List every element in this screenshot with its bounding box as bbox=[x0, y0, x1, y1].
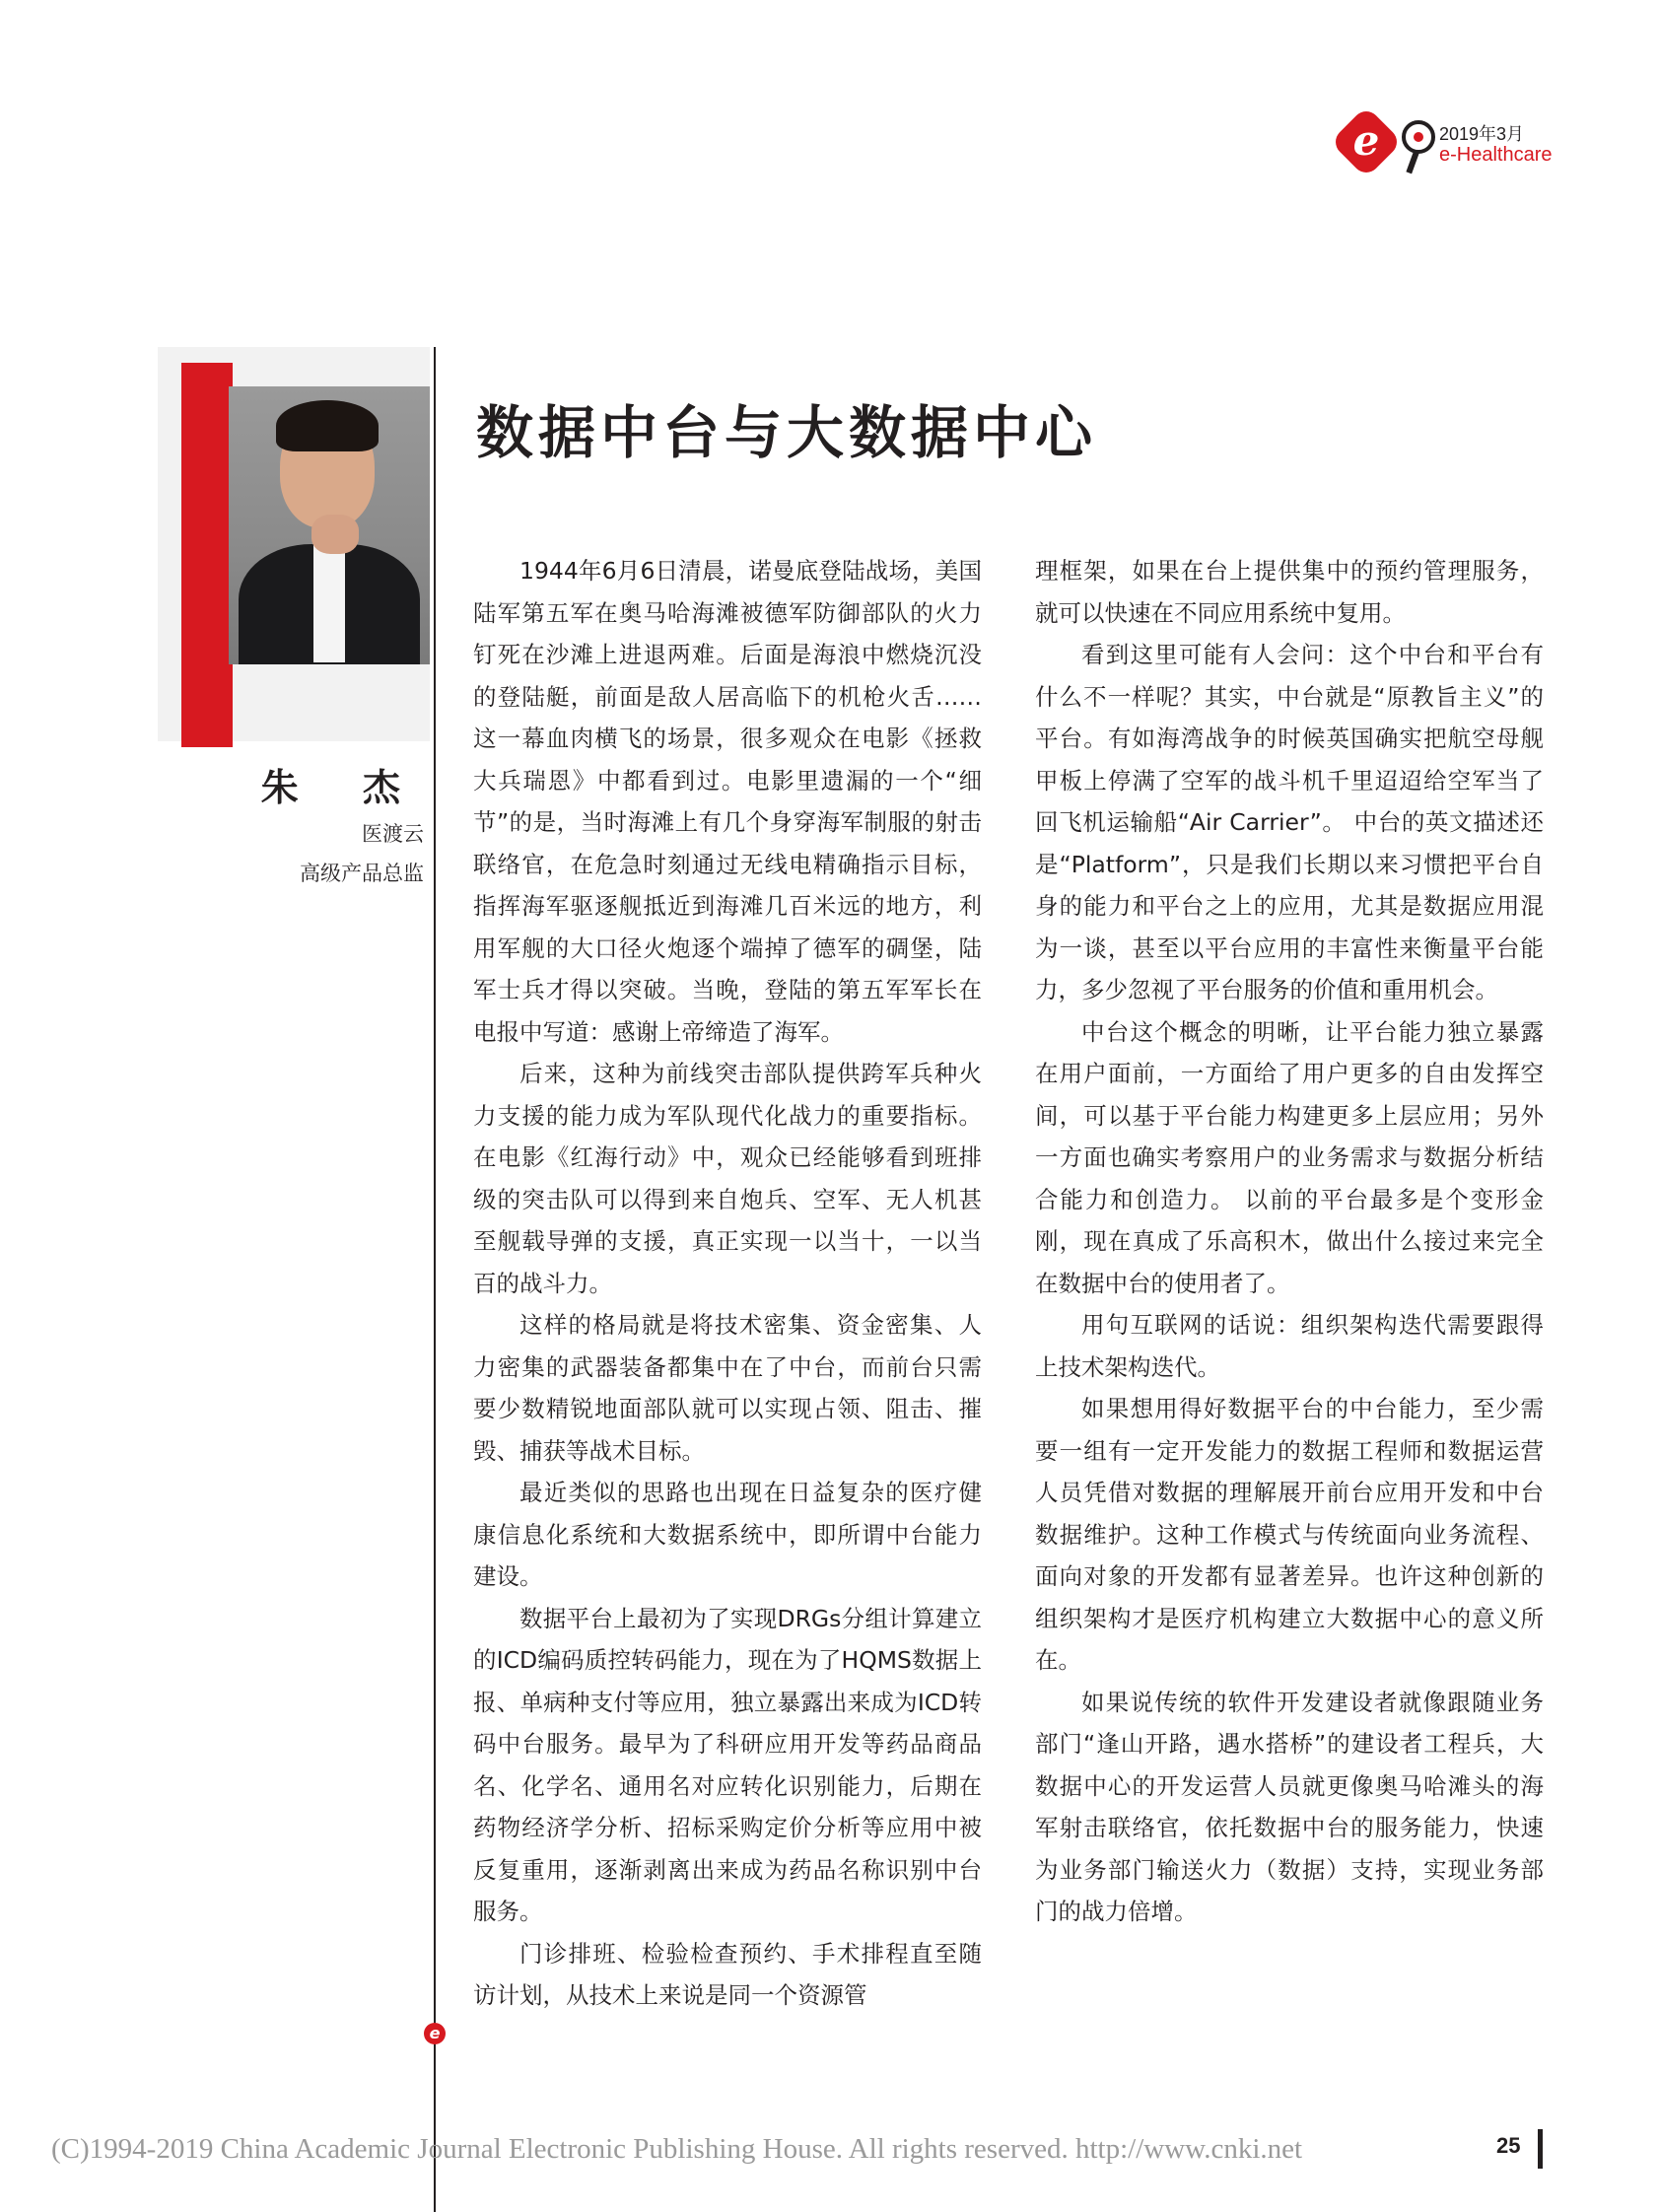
left-text-column bbox=[473, 550, 982, 2017]
portrait-hair bbox=[276, 400, 379, 451]
paragraph: 中台这个概念的明晰，让平台能力独立暴露在用户面前，一方面给了用户更多的自由发挥空间，可以基于平台能力构建更多上层应用；另外一方面也确实考察用户的业务需求与数据分析结合能力和创造力。 以前的平台最多是个变形金刚，现在真成了乐高积木，做出什么接过来完全在数据中台的使用者了。 bbox=[1035, 1017, 1544, 1297]
paragraph: 1944年6月6日清晨，诺曼底登陆战场，美国陆军第五军在奥马哈海滩被德军防御部队的火力钉死在沙滩上进退两难。后面是海浪中燃烧沉没的登陆艇，前面是敌人居高临下的机枪火舌……这一幕血肉横飞的场景，很多观众在电影《拯救大兵瑞恩》中都看到过。电影里遗漏的一个“细节”的是，当时海滩上有几个身穿海军制服的射击联络官，在危急时刻通过无线电精确指示目标，指挥海军驱逐舰抵近到海滩几百米远的地方，利用军舰的大口径火炮逐个端掉了德军的碉堡，陆军士兵才得以突破。当晚，登陆的第五军军长在电报中写道：感谢上帝缔造了海军。 bbox=[473, 557, 982, 1046]
paragraph: 门诊排班、检验检查预约、手术排程直至随访计划，从技术上来说是同一个资源管 bbox=[473, 1939, 982, 2009]
right-text-column bbox=[1035, 550, 1544, 1933]
author-organization: 医渡云 bbox=[362, 822, 424, 846]
journal-brand: e-Healthcare bbox=[1439, 144, 1553, 166]
author-role: 高级产品总监 bbox=[300, 862, 424, 885]
red-accent-bar bbox=[181, 363, 233, 747]
copyright-notice: (C)1994-2019 China Academic Journal Electronic Publishing House. All rights reserved. http://www.cnki.net bbox=[51, 2133, 1303, 2165]
page-number-bar bbox=[1538, 2129, 1543, 2169]
issue-date: 2019年3月 bbox=[1439, 124, 1525, 144]
paragraph: 理框架，如果在台上提供集中的预约管理服务，就可以快速在不同应用系统中复用。 bbox=[1035, 557, 1544, 627]
column-divider-line bbox=[434, 347, 436, 2212]
magnifier-handle bbox=[1406, 152, 1418, 174]
paragraph: 后来，这种为前线突击部队提供跨军兵种火力支援的能力成为军队现代化战力的重要指标。在电影《红海行动》中，观众已经能够看到班排级的突击队可以得到来自炮兵、空军、无人机甚至舰载导弹的支援，真正实现一以当十，一以当百的战斗力。 bbox=[473, 1060, 982, 1297]
article-title: 数据中台与大数据中心 bbox=[476, 399, 1098, 466]
portrait-shirt bbox=[313, 544, 345, 662]
e-footer-icon: e bbox=[424, 2023, 446, 2044]
paragraph: 如果想用得好数据平台的中台能力，至少需要一组有一定开发能力的数据工程师和数据运营人员凭借对数据的理解展开前台应用开发和中台数据维护。这种工作模式与传统面向业务流程、面向对象的开发都有显著差异。也许这种创新的组织架构才是医疗机构建立大数据中心的意义所在。 bbox=[1035, 1395, 1544, 1674]
paragraph: 如果说传统的软件开发建设者就像跟随业务部门“逢山开路，遇水搭桥”的建设者工程兵，大数据中心的开发运营人员就更像奥马哈滩头的海军射击联络官，依托数据中台的服务能力，快速为业务部门输送火力（数据）支持，实现业务部门的战力倍增。 bbox=[1035, 1688, 1544, 1925]
page-number: 25 bbox=[1496, 2133, 1521, 2158]
paragraph: 这样的格局就是将技术密集、资金密集、人力密集的武器装备都集中在了中台，而前台只需要少数精锐地面部队就可以实现占领、阻击、摧毁、捕获等战术目标。 bbox=[473, 1311, 982, 1465]
paragraph: 用句互联网的话说：组织架构迭代需要跟得上技术架构迭代。 bbox=[1035, 1311, 1544, 1381]
masthead bbox=[1341, 116, 1636, 175]
author-portrait bbox=[229, 386, 430, 664]
author-name: 朱 杰 bbox=[260, 766, 426, 809]
author-photo-frame bbox=[158, 347, 430, 741]
paragraph: 看到这里可能有人会问：这个中台和平台有什么不一样呢？其实，中台就是“原教旨主义”的平台。有如海湾战争的时候英国确实把航空母舰甲板上停满了空军的战斗机千里迢迢给空军当了回飞机运输船“Air Carrier”。 中台的英文描述还是“Platform”，只是我们长期以来习惯把平台自身的能力和平台之上的应用，尤其是数据应用混为一谈，甚至以平台应用的丰富性来衡量平台能力，多少忽视了平台服务的价值和重用机会。 bbox=[1035, 641, 1544, 1003]
portrait-hand bbox=[311, 515, 359, 554]
paragraph: 最近类似的思路也出现在日益复杂的医疗健康信息化系统和大数据系统中，即所谓中台能力建设。 bbox=[473, 1479, 982, 1590]
e-logo-icon: e bbox=[1330, 105, 1403, 178]
paragraph: 数据平台上最初为了实现DRGs分组计算建立的ICD编码质控转码能力，现在为了HQMS数据上报、单病种支付等应用，独立暴露出来成为ICD转码中台服务。最早为了科研应用开发等药品商品名、化学名、通用名对应转化识别能力，后期在药物经济学分析、招标采购定价分析等应用中被反复重用，逐渐剥离出来成为药品名称识别中台服务。 bbox=[473, 1604, 982, 1925]
magnifier-icon bbox=[1402, 120, 1435, 154]
